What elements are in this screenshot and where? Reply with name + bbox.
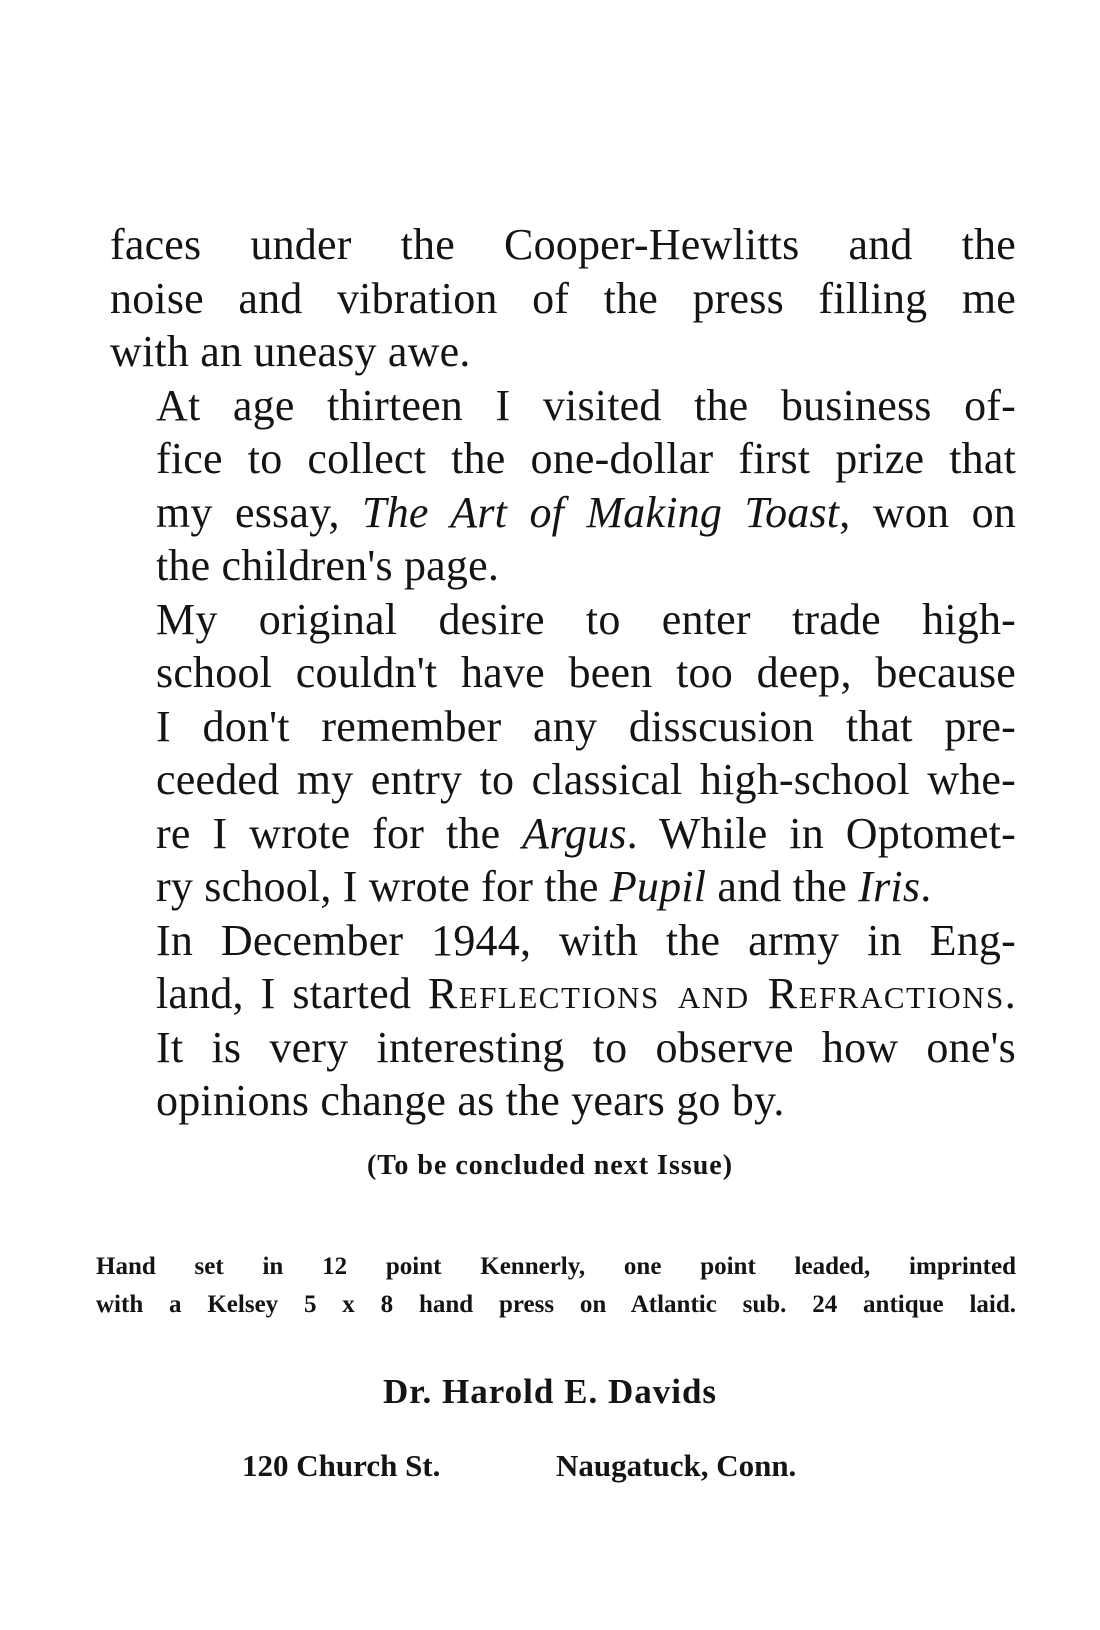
article-body [110, 218, 1016, 1128]
italic-title: Iris [858, 862, 921, 911]
text-line: noise and vibration of the press filling me [110, 273, 1016, 323]
text-run: , won on [839, 487, 1016, 537]
text-run: school couldn't have been too deep, because [156, 648, 1016, 697]
text-run: It is very interesting to observe how one's [156, 1022, 1016, 1072]
italic-title: The Art of Making Toast [362, 487, 840, 537]
italic-title: Pupil [609, 862, 707, 911]
paragraph-1 [110, 218, 1016, 379]
text-run: My original desire to enter trade high- [156, 594, 1016, 644]
text-line: with an uneasy awe. [110, 327, 471, 376]
text-line [110, 967, 1016, 1021]
text-line [110, 1074, 1016, 1128]
text-line [110, 593, 1016, 647]
address-street: 120 Church St. [242, 1448, 441, 1483]
colophon [96, 1248, 1016, 1324]
text-line: faces under the Cooper-Hewlitts and the [110, 220, 1016, 269]
small-caps-title: Reflections and Refractions [427, 969, 1005, 1018]
text-line [110, 646, 1016, 700]
author-name: Dr. Harold E. Davids [382, 1372, 718, 1411]
text-line [110, 807, 1016, 861]
text-run: fice to collect the one-dollar first prize that [156, 434, 1016, 483]
text-run: . [920, 862, 932, 911]
text-line [110, 753, 1016, 807]
text-line [110, 539, 1016, 593]
paragraph-3 [110, 593, 1016, 914]
text-line [110, 914, 1016, 968]
text-run: re I wrote for the [156, 808, 523, 858]
text-line [110, 700, 1016, 754]
text-line [110, 1021, 1016, 1075]
address-city: Naugatuck, Conn. [556, 1448, 797, 1483]
text-run: the children's page. [156, 541, 500, 590]
text-run: ry school, I wrote for the [156, 862, 610, 911]
text-run: . While in Optomet- [626, 808, 1016, 858]
continued-note: (To be concluded next Issue) [366, 1150, 734, 1181]
text-run: I don't remember any disscusion that pre- [156, 701, 1016, 751]
text-run: . [1004, 969, 1016, 1018]
text-run: At age thirteen I visited the business of- [156, 380, 1016, 430]
colophon-line: with a Kelsey 5 x 8 hand press on Atlantic sub. 24 antique laid. [96, 1291, 1016, 1318]
text-line [110, 860, 1016, 914]
text-line [110, 432, 1016, 486]
text-run: opinions change as the years go by. [156, 1076, 785, 1125]
text-run: land, I started [156, 969, 428, 1018]
text-run: ceeded my entry to classical high-school whe- [156, 755, 1016, 804]
text-run: and the [706, 862, 859, 911]
text-line [110, 379, 1016, 433]
paragraph-2 [110, 379, 1016, 593]
italic-title: Argus [522, 808, 627, 858]
text-run: In December 1944, with the army in Eng- [156, 915, 1016, 965]
text-run: my essay, [156, 487, 363, 537]
colophon-line: Hand set in 12 point Kennerly, one point leaded, imprinted [96, 1253, 1016, 1280]
text-line [110, 486, 1016, 540]
paragraph-4 [110, 914, 1016, 1128]
